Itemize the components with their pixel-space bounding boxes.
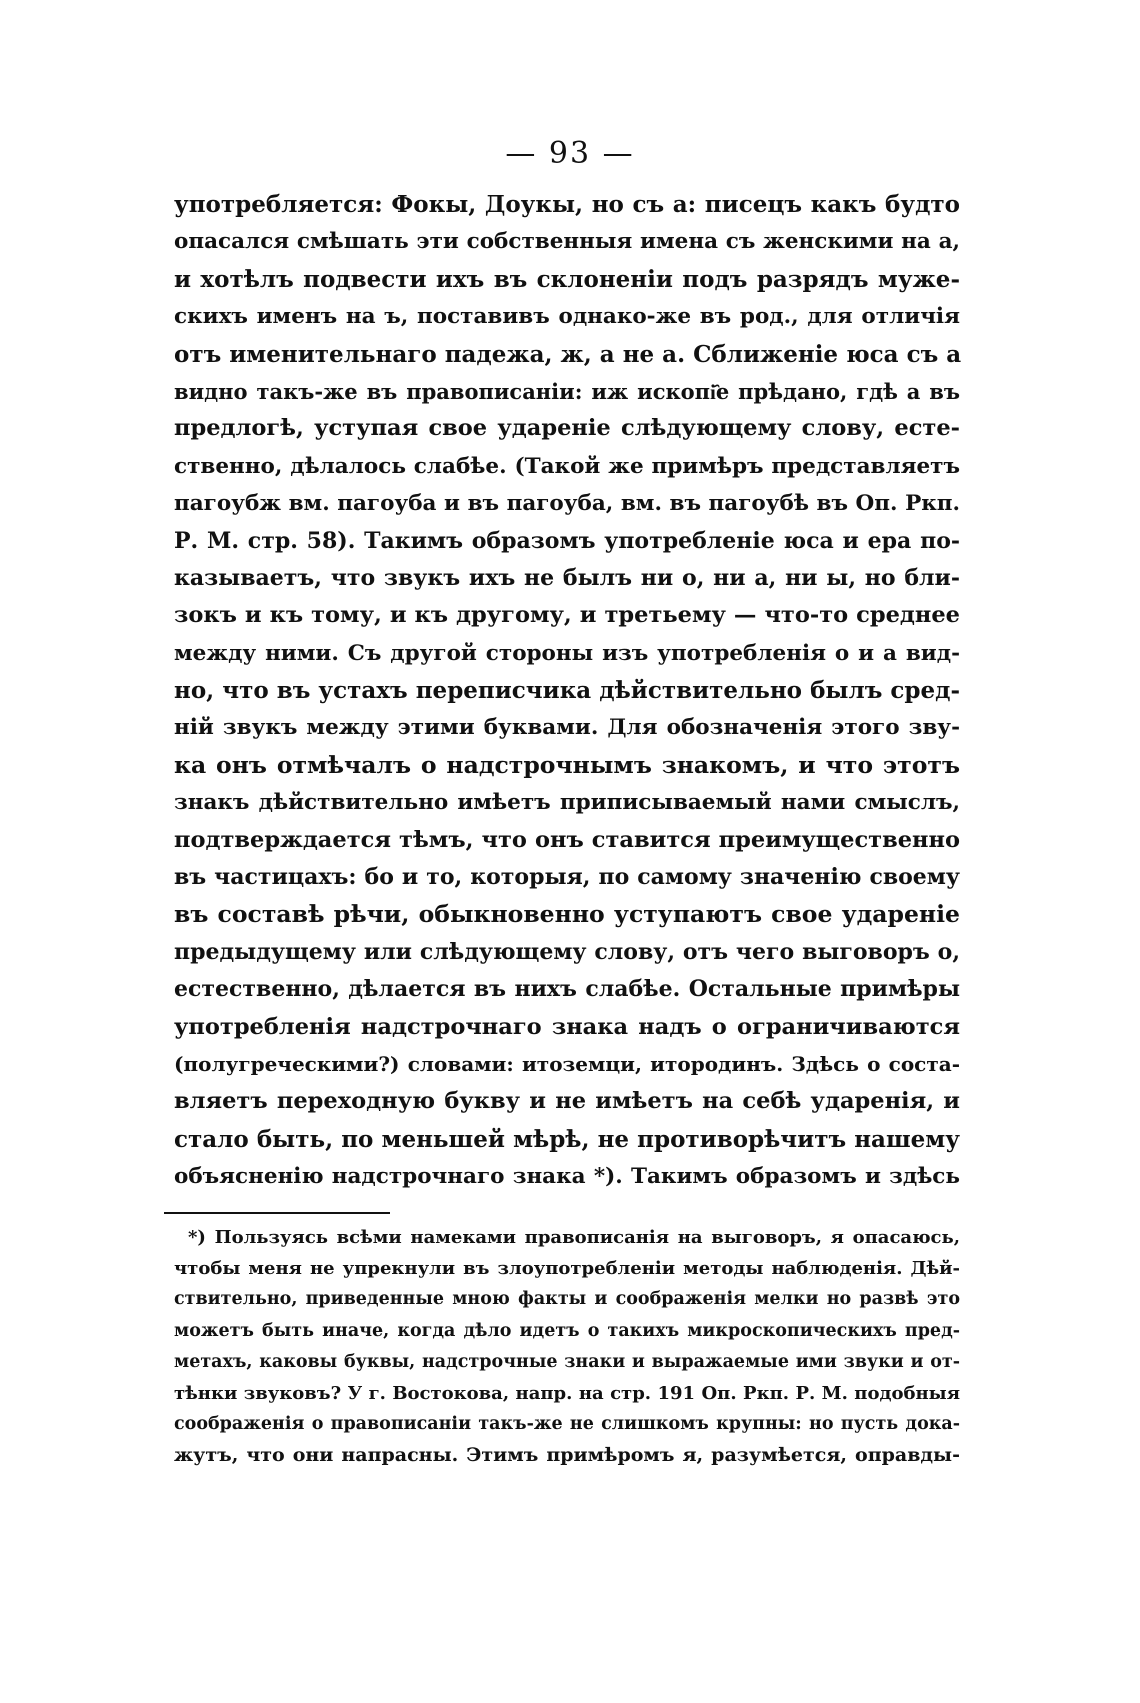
body-line: отъ именительнаго падежа, ж, а не а. Сближеніе юса съ а <box>174 340 962 368</box>
body-line: вляетъ переходную букву и не имѣетъ на себѣ ударенія, и <box>174 1088 960 1115</box>
body-line: употребляется: Фокы, Доукы, но съ а: писецъ какъ будто <box>174 191 960 218</box>
footnote-line: тѣнки звуковъ? У г. Востокова, напр. на стр. 191 Оп. Ркп. Р. М. подобныя <box>174 1382 960 1404</box>
body-line: ственно, дѣлалось слабѣе. (Такой же примѣръ представляетъ <box>174 453 960 479</box>
body-line: знакъ дѣйствительно имѣетъ приписываемый нами смыслъ, <box>174 790 960 816</box>
body-line: въ составѣ рѣчи, обыкновенно уступаютъ свое удареніе <box>174 900 960 929</box>
footnote-line: метахъ, каковы буквы, надстрочные знаки и выражаемые ими звуки и от- <box>174 1351 960 1372</box>
body-line: стало быть, по меньшей мѣрѣ, не противорѣчитъ нашему <box>174 1125 960 1153</box>
body-line: пагоубж вм. пагоуба и въ пагоуба, вм. въ пагоубѣ въ Оп. Ркп. <box>174 491 960 517</box>
body-line: употребленія надстрочнаго знака надъ о ограничиваются <box>174 1013 960 1040</box>
body-line: предлогѣ, уступая свое удареніе слѣдующему слову, есте- <box>174 415 960 442</box>
footnote-line: жутъ, что они напрасны. Этимъ примѣромъ я, разумѣется, оправды- <box>174 1444 960 1467</box>
body-line: въ частицахъ: бо и то, которыя, по самому значенію своему <box>174 864 960 891</box>
body-line: казываетъ, что звукъ ихъ не былъ ни о, ни а, ни ы, но бли- <box>174 564 960 591</box>
body-line: видно такъ-же въ правописаніи: иж ископі҄е прѣдано, гдѣ а въ <box>174 378 960 404</box>
body-text <box>174 186 960 1196</box>
body-line: опасался смѣшать эти собственныя имена съ женскими на а, <box>174 229 960 255</box>
page-number: — 93 — <box>505 136 635 171</box>
body-line: подтверждается тѣмъ, что онъ ставится преимущественно <box>174 826 960 853</box>
body-line: объясненію надстрочнаго знака *). Такимъ образомъ и здѣсь <box>174 1164 960 1190</box>
footnote-line: соображенія о правописаніи такъ-же не слишкомъ крупны: но пусть дока- <box>174 1414 960 1435</box>
body-line: предыдущему или слѣдующему слову, отъ чего выговоръ о, <box>174 938 960 965</box>
body-line: и хотѣлъ подвести ихъ въ склоненіи подъ разрядъ муже- <box>174 265 960 293</box>
footnote-line: *) Пользуясь всѣми намеками правописанія на выговоръ, я опасаюсь, <box>188 1227 960 1248</box>
body-line: ка онъ отмѣчалъ о надстрочнымъ знакомъ, и что этотъ <box>174 750 960 779</box>
footnote-line: чтобы меня не упрекнули въ злоупотребленіи методы наблюденія. Дѣй- <box>174 1258 960 1280</box>
footnote-divider <box>164 1212 390 1214</box>
body-line: ній звукъ между этими буквами. Для обозначенія этого зву- <box>174 715 960 741</box>
body-line: (полугреческими?) словами: итоземци, итородинъ. Здѣсь о соста- <box>174 1051 960 1076</box>
body-line: Р. М. стр. 58). Такимъ образомъ употребленіе юса и ера по- <box>174 527 960 554</box>
footnote-line: ствительно, приведенные мною факты и соображенія мелки но развѣ это <box>174 1289 960 1310</box>
body-line: естественно, дѣлается въ нихъ слабѣе. Остальные примѣры <box>174 976 960 1003</box>
footnote-line: можетъ быть иначе, когда дѣло идетъ о такихъ микроскопическихъ пред- <box>174 1320 960 1341</box>
body-line: зокъ и къ тому, и къ другому, и третьему — что-то среднее <box>174 602 960 629</box>
body-line: между ними. Съ другой стороны изъ употребленія о и а вид- <box>174 640 960 666</box>
body-line: скихъ именъ на ъ, поставивъ однако-же въ род., для отличія <box>174 304 960 330</box>
body-line: но, что въ устахъ переписчика дѣйствительно былъ сред- <box>174 677 960 705</box>
footnote <box>174 1222 960 1472</box>
